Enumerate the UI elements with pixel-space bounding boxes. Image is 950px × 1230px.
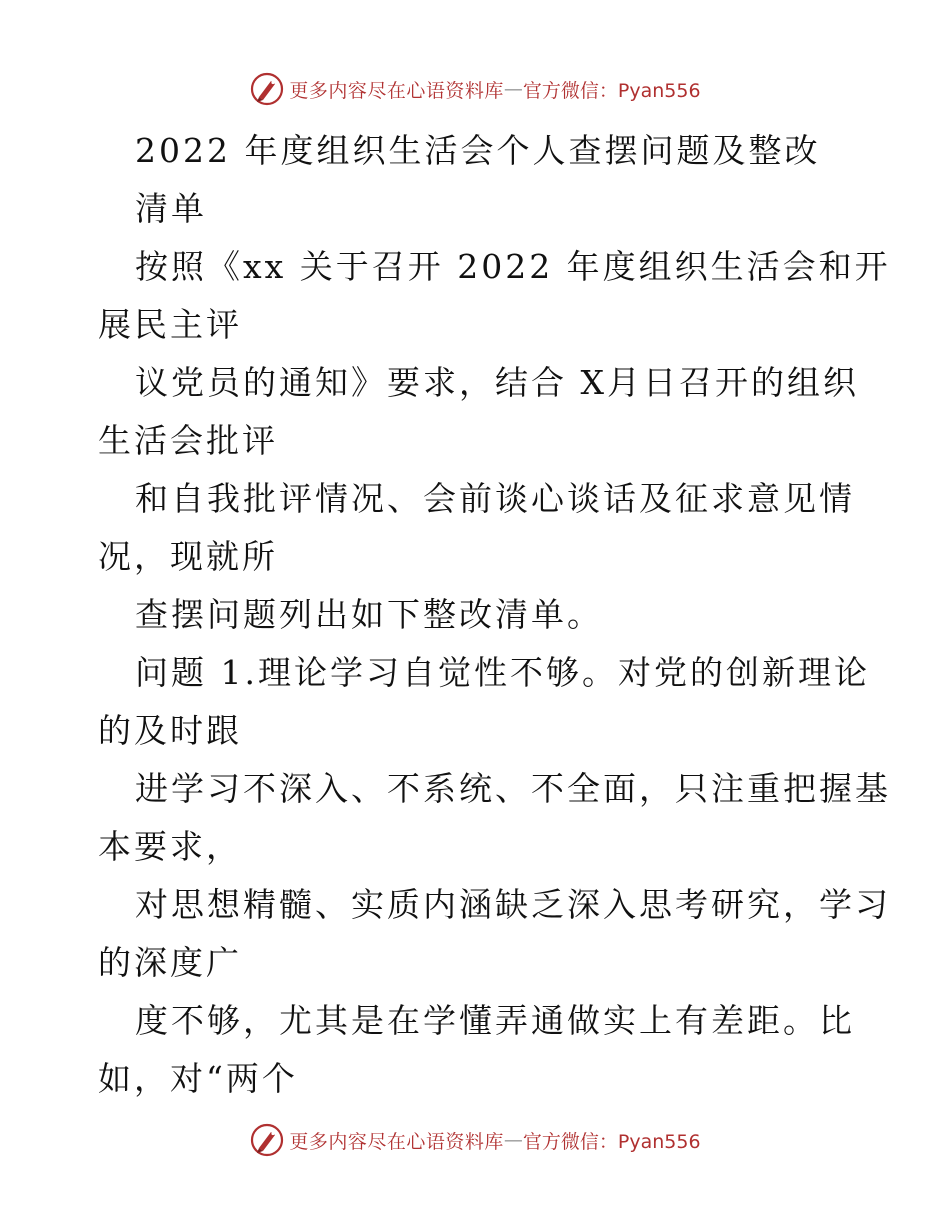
doc-title-line-2: 清单 bbox=[135, 189, 207, 228]
doc-title-line-1: 2022 年度组织生活会个人查摆问题及整改 bbox=[135, 131, 821, 170]
doc-text-line: 的深度广 bbox=[98, 943, 242, 982]
doc-text-line: 本要求， bbox=[98, 827, 242, 866]
doc-text-line: 生活会批评 bbox=[98, 421, 278, 460]
doc-text-line: 议党员的通知》要求，结合 X月日召开的组织 bbox=[135, 363, 859, 402]
banner-text: 更多内容尽在心语资料库 bbox=[289, 1130, 504, 1153]
pen-logo-icon bbox=[249, 1122, 285, 1158]
doc-text-line: 展民主评 bbox=[98, 305, 242, 344]
doc-text-line: 和自我批评情况、会前谈心谈话及征求意见情 bbox=[135, 479, 855, 518]
doc-text-line: 问题 1.理论学习自觉性不够。对党的创新理论 bbox=[135, 653, 870, 692]
banner-separator: — bbox=[503, 78, 523, 100]
banner-text: 更多内容尽在心语资料库 bbox=[289, 79, 504, 102]
doc-text-line: 的及时跟 bbox=[98, 711, 242, 750]
header-banner bbox=[0, 67, 950, 111]
pen-logo-icon bbox=[249, 71, 285, 107]
doc-text-line: 度不够，尤其是在学懂弄通做实上有差距。比 bbox=[135, 1001, 855, 1040]
footer-banner bbox=[0, 1118, 950, 1162]
doc-text-line: 查摆问题列出如下整改清单。 bbox=[135, 595, 603, 634]
banner-wechat: 官方微信：Pyan556 bbox=[522, 79, 701, 102]
doc-text-line: 况，现就所 bbox=[98, 537, 278, 576]
doc-text-line: 如，对“两个 bbox=[98, 1059, 298, 1098]
document-body bbox=[98, 122, 891, 1108]
banner-wechat: 官方微信：Pyan556 bbox=[522, 1130, 701, 1153]
doc-text-line: 按照《xx 关于召开 2022 年度组织生活会和开 bbox=[135, 247, 891, 286]
doc-text-line: 进学习不深入、不系统、不全面，只注重把握基 bbox=[135, 769, 891, 808]
banner-separator: — bbox=[503, 1129, 523, 1151]
doc-text-line: 对思想精髓、实质内涵缺乏深入思考研究，学习 bbox=[135, 885, 891, 924]
